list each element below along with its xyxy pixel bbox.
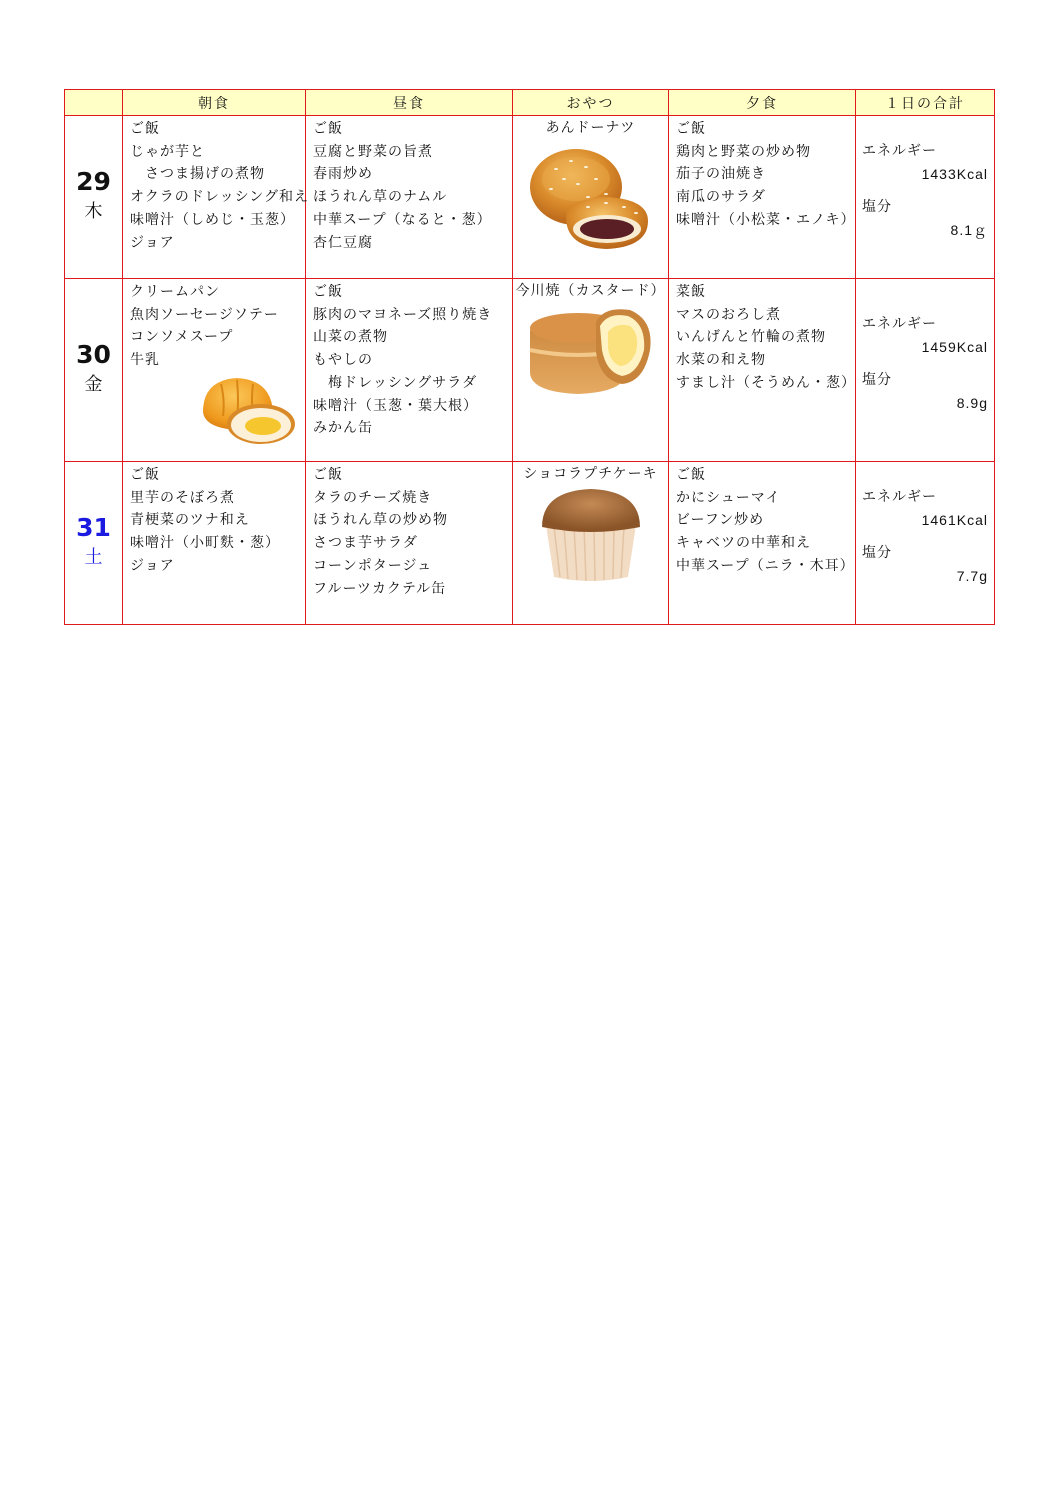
anpan-donut-illustration: [526, 139, 656, 254]
menu-item: 魚肉ソーセージソテー: [130, 306, 279, 323]
menu-item: キャベツの中華和え: [676, 535, 811, 552]
menu-item: じゃが芋と: [130, 143, 205, 160]
menu-item: 青梗菜のツナ和え: [130, 512, 250, 529]
day-cell: [65, 116, 123, 279]
menu-item: 杏仁豆腐: [313, 234, 373, 251]
breakfast-cell: [123, 279, 306, 462]
menu-item: すまし汁（そうめん・葱）: [676, 374, 856, 391]
day-row-29: [65, 116, 995, 279]
header-total: １日の合計: [856, 90, 995, 116]
menu-item: ご飯: [130, 467, 160, 483]
menu-item: ご飯: [130, 121, 160, 137]
header-dinner: 夕食: [669, 90, 856, 116]
menu-item: 水菜の和え物: [676, 352, 766, 369]
dinner-cell: [669, 462, 856, 625]
lunch-cell: [306, 279, 513, 462]
salt-value: 8.1ｇ: [950, 222, 988, 238]
menu-item: コンソメスープ: [130, 329, 234, 346]
menu-item: 鶏肉と野菜の炒め物: [676, 143, 811, 160]
salt-value: 7.7g: [956, 568, 988, 584]
snack-label: 今川焼（カスタード）: [515, 283, 666, 299]
menu-item: 山菜の煮物: [313, 329, 388, 346]
salt-label: 塩分: [862, 199, 892, 215]
imagawayaki-illustration: [526, 302, 656, 402]
menu-item: ご飯: [313, 121, 343, 137]
day-number: 31: [76, 513, 111, 542]
total-cell: [856, 279, 995, 462]
menu-item: 中華スープ（なると・葱）: [313, 211, 492, 228]
menu-item: ビーフン炒め: [676, 512, 765, 529]
day-row-31: [65, 462, 995, 625]
menu-item: 茄子の油焼き: [676, 166, 766, 183]
menu-item: ジョア: [130, 557, 175, 574]
energy-value: 1433Kcal: [921, 166, 988, 182]
total-cell: [856, 462, 995, 625]
breakfast-cell: [123, 116, 309, 279]
total-cell: [856, 116, 995, 279]
header-lunch: 昼食: [306, 90, 513, 116]
menu-item: 豚肉のマヨネーズ照り焼き: [313, 306, 493, 323]
menu-item: ご飯: [676, 121, 706, 137]
header-breakfast: 朝食: [123, 90, 306, 116]
snack-cell: [513, 116, 669, 279]
day-cell: [65, 279, 123, 462]
header-row: [65, 90, 995, 116]
menu-item: 中華スープ（ニラ・木耳）: [676, 557, 855, 574]
day-weekday: 金: [84, 374, 103, 395]
menu-item: 南瓜のサラダ: [676, 189, 766, 206]
menu-item: 味噌汁（小町麩・葱）: [130, 535, 280, 552]
menu-item: ご飯: [676, 467, 706, 483]
menu-item: ほうれん草の炒め物: [313, 512, 448, 529]
salt-label: 塩分: [862, 545, 892, 561]
header-empty: [65, 90, 123, 116]
menu-item: 春雨炒め: [313, 166, 373, 183]
day-weekday: 木: [84, 201, 103, 222]
salt-label: 塩分: [862, 372, 892, 388]
menu-item: 味噌汁（玉葱・葉大根）: [313, 397, 478, 414]
chocolate-cake-illustration: [536, 485, 646, 585]
menu-item: 豆腐と野菜の旨煮: [313, 143, 433, 160]
lunch-cell: [306, 116, 513, 279]
salt-value: 8.9g: [956, 395, 988, 411]
menu-item: 梅ドレッシングサラダ: [313, 374, 478, 391]
menu-table: [64, 89, 995, 625]
day-row-30: [65, 279, 995, 462]
day-weekday: 土: [84, 547, 103, 568]
menu-item: ジョア: [130, 234, 175, 251]
energy-label: エネルギー: [862, 143, 937, 159]
breakfast-cell: [123, 462, 306, 625]
menu-item: いんげんと竹輪の煮物: [676, 329, 826, 346]
menu-item: 味噌汁（しめじ・玉葱）: [130, 211, 295, 228]
day-number: 29: [76, 167, 111, 196]
header-snack: おやつ: [513, 90, 669, 116]
cream-bun-illustration: [199, 372, 299, 447]
menu-item: 里芋のそぼろ煮: [130, 489, 235, 506]
menu-item: さつま芋サラダ: [313, 535, 418, 552]
dinner-cell: [669, 116, 856, 279]
menu-item: みかん缶: [313, 420, 373, 437]
menu-item: 菜飯: [676, 284, 706, 300]
dinner-cell: [669, 279, 856, 462]
snack-cell: [513, 279, 669, 462]
snack-cell: [513, 462, 669, 625]
energy-value: 1461Kcal: [921, 512, 988, 528]
menu-item: 牛乳: [130, 352, 160, 369]
menu-item: フルーツカクテル缶: [313, 580, 447, 597]
menu-item: ご飯: [313, 467, 343, 483]
menu-item: クリームパン: [130, 284, 220, 300]
menu-item: 味噌汁（小松菜・エノキ）: [676, 211, 856, 228]
menu-item: もやしの: [313, 352, 373, 369]
energy-label: エネルギー: [862, 316, 937, 332]
menu-item: マスのおろし煮: [676, 306, 781, 323]
menu-item: ご飯: [313, 284, 343, 300]
lunch-cell: [306, 462, 513, 625]
snack-label: あんドーナツ: [545, 120, 636, 136]
menu-item: タラのチーズ焼き: [313, 489, 433, 506]
menu-item: ほうれん草のナムル: [313, 189, 448, 206]
day-number: 30: [76, 340, 111, 369]
snack-label: ショコラプチケーキ: [523, 466, 658, 482]
menu-item: かにシューマイ: [676, 489, 781, 506]
menu-item: さつま揚げの煮物: [130, 166, 265, 183]
menu-item: オクラのドレッシング和え: [130, 189, 309, 206]
energy-value: 1459Kcal: [921, 339, 988, 355]
menu-item: コーンポタージュ: [313, 557, 433, 574]
day-cell: [65, 462, 123, 625]
energy-label: エネルギー: [862, 489, 937, 505]
